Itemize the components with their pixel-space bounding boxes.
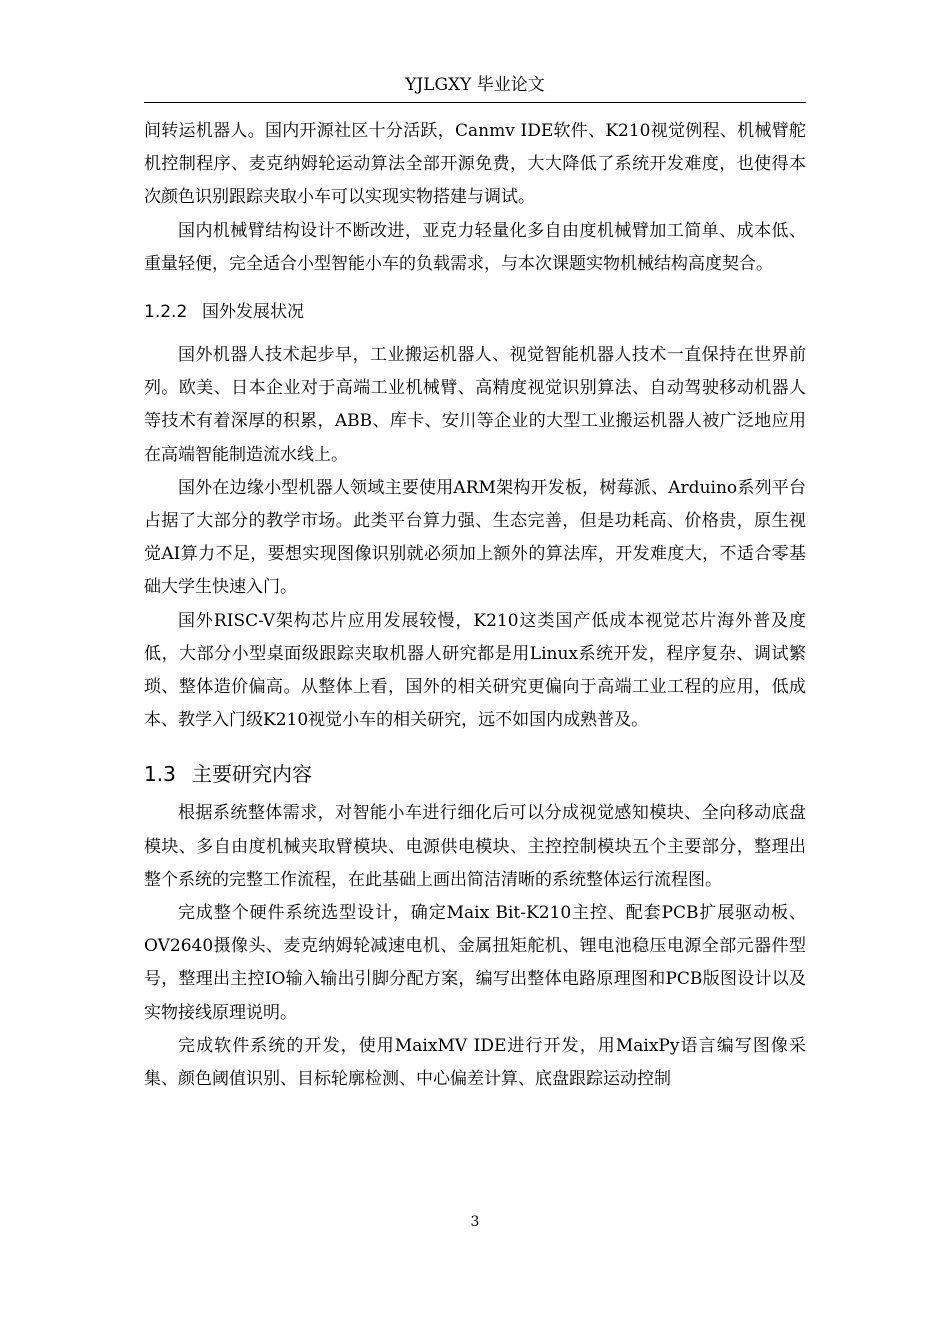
section-title: 主要研究内容 (192, 762, 312, 787)
paragraph: 国外机器人技术起步早，工业搬运机器人、视觉智能机器人技术一直保持在世界前列。欧美、日本企业对于高端工业机械臂、高精度视觉识别算法、自动驾驶移动机器人等技术有着深厚的积累，ABB、库卡、安川等企业的大型工业搬运机器人被广泛地应用在高端智能制造流水线上。 (144, 345, 806, 465)
section-number: 1.3 (144, 762, 176, 787)
subsection-title: 国外发展状况 (202, 302, 304, 323)
page-footer (0, 1212, 950, 1232)
subsection-number: 1.2.2 (144, 302, 188, 323)
paragraph-continued: 间转运机器人。国内开源社区十分活跃，Canmv IDE软件、K210视觉例程、机械臂舵机控制程序、麦克纳姆轮运动算法全部开源免费，大大降低了系统开发难度，也使得本次颜色识别跟踪夹取小车可以实现实物搭建与调试。 (144, 121, 806, 208)
subsection-heading (144, 299, 806, 325)
paragraph: 国外在边缘小型机器人领域主要使用ARM架构开发板，树莓派、Arduino系列平台占据了大部分的教学市场。此类平台算力强、生态完善，但是功耗高、价格贵，原生视觉AI算力不足，要想实现图像识别就必须加上额外的算法库，开发难度大，不适合零基础大学生快速入门。 (144, 477, 806, 598)
paragraph: 完成软件系统的开发，使用MaixMV IDE进行开发，用MaixPy语言编写图像采集、颜色阈值识别、目标轮廓检测、中心偏差计算、底盘跟踪运动控制 (144, 1035, 806, 1090)
paragraph: 完成整个硬件系统选型设计，确定Maix Bit-K210主控、配套PCB扩展驱动板、OV2640摄像头、麦克纳姆轮减速电机、金属扭矩舵机、锂电池稳压电源全部元器件型号，整理出主控IO输入输出引脚分配方案，编写出整体电路原理图和PCB版图设计以及实物接线原理说明。 (144, 903, 806, 1023)
paragraph: 国内机械臂结构设计不断改进，亚克力轻量化多自由度机械臂加工简单、成本低、重量轻便，完全适合小型智能小车的负载需求，与本次课题实物机械结构高度契合。 (144, 220, 806, 274)
page-header (144, 72, 806, 103)
paragraph: 根据系统整体需求，对智能小车进行细化后可以分成视觉感知模块、全向移动底盘模块、多自由度机械夹取臂模块、电源供电模块、主控控制模块五个主要部分，整理出整个系统的完整工作流程，在此基础上画出简洁清晰的系统整体运行流程图。 (144, 803, 806, 890)
page-number: 3 (470, 1214, 480, 1230)
paragraph: 国外RISC-V架构芯片应用发展较慢，K210这类国产低成本视觉芯片海外普及度低，大部分小型桌面级跟踪夹取机器人研究都是用Linux系统开发，程序复杂、调试繁琐、整体造价偏高。从整体上看，国外的相关研究更偏向于高端工业工程的应用，低成本、教学入门级K210视觉小车的相关研究，远不如国内成熟普及。 (144, 610, 806, 731)
header-title: YJLGXY 毕业论文 (405, 75, 545, 95)
section-heading (144, 759, 806, 789)
page-content (144, 115, 806, 1096)
